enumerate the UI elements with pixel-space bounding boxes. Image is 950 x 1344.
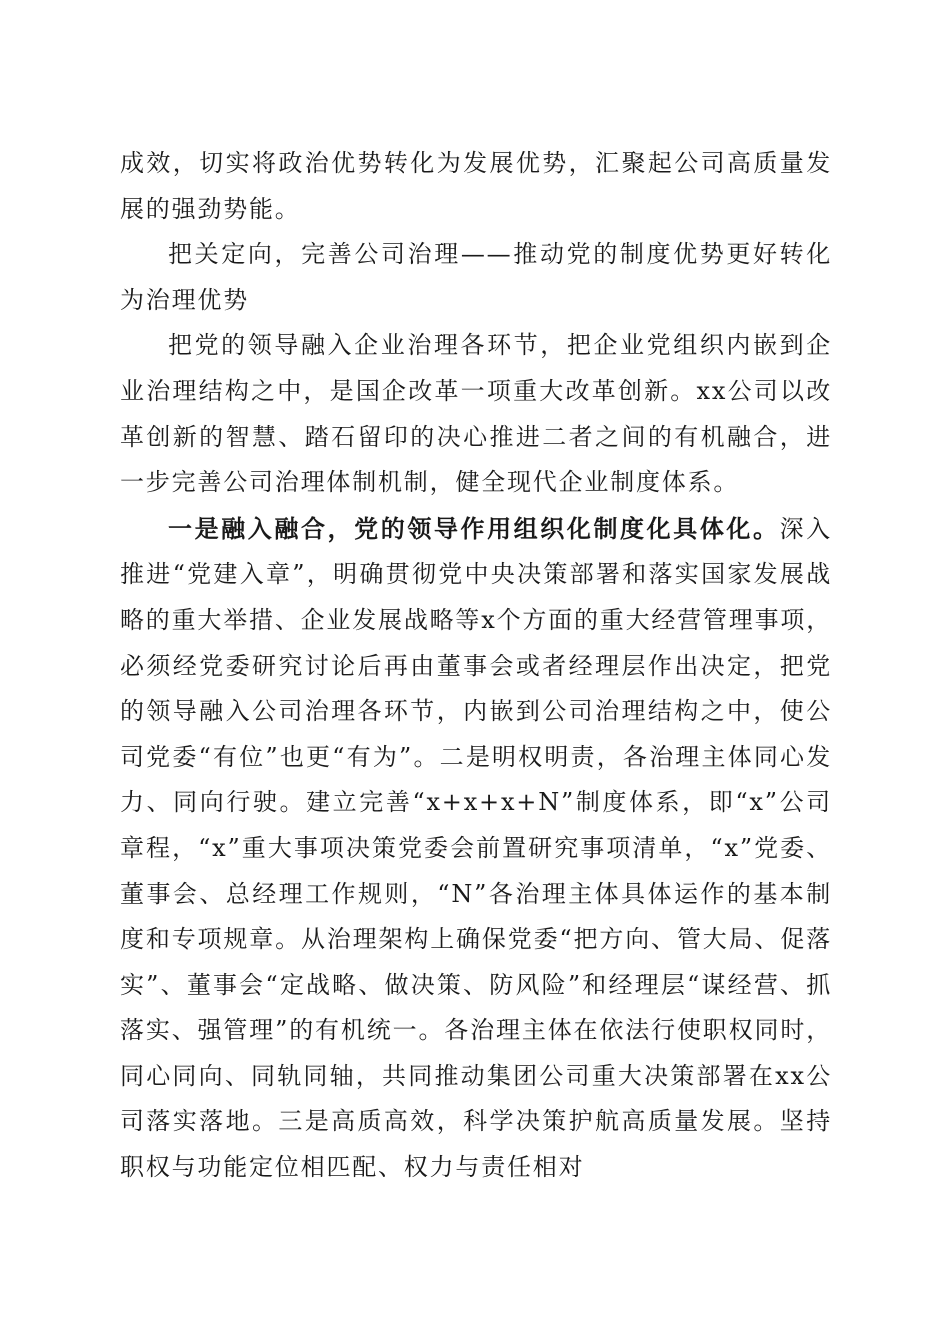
paragraph-detail [120,506,832,1191]
paragraph-text: 成效，切实将政治优势转化为发展优势，汇聚起公司高质量发展的强劲势能。 [120,149,832,223]
body-text [120,141,832,1191]
paragraph-text: 深入推进“党建入章”，明确贯彻党中央决策部署和落实国家发展战略的重大举措、企业发展战略等x个方面的重大经营管理事项，必须经党委研究讨论后再由董事会或者经理层作出决定，把党的领导融入公司治理各环节，内嵌到公司治理结构之中，使公司党委“有位”也更“有为”。二是明权明责，各治理主体同心发力、同向行驶。建立完善“x+x+x+N”制度体系，即“x”公司章程，“x”重大事项决策党委会前置研究事项清单，“x”党委、董事会、总经理工作规则，“N”各治理主体具体运作的基本制度和专项规章。从治理架构上确保党委“把方向、管大局、促落实”、董事会“定战略、做决策、防风险”和经理层“谋经营、抓落实、强管理”的有机统一。各治理主体在依法行使职权同时，同心同向、同轨同轴，共同推动集团公司重大决策部署在xx公司落实落地。三是高质高效，科学决策护航高质量发展。坚持职权与功能定位相匹配、权力与责任相对 [120,514,832,1182]
paragraph-continuation [120,141,832,232]
heading-text: 把关定向，完善公司治理——推动党的制度优势更好转化为治理优势 [120,240,832,314]
section-heading [120,232,832,323]
paragraph-intro [120,323,832,505]
paragraph-text: 把党的领导融入企业治理各环节，把企业党组织内嵌到企业治理结构之中，是国企改革一项重大改革创新。xx公司以改革创新的智慧、踏石留印的决心推进二者之间的有机融合，进一步完善公司治理体制机制，健全现代企业制度体系。 [120,331,832,497]
bold-lead-text: 一是融入融合，党的领导作用组织化制度化具体化。 [168,513,780,543]
